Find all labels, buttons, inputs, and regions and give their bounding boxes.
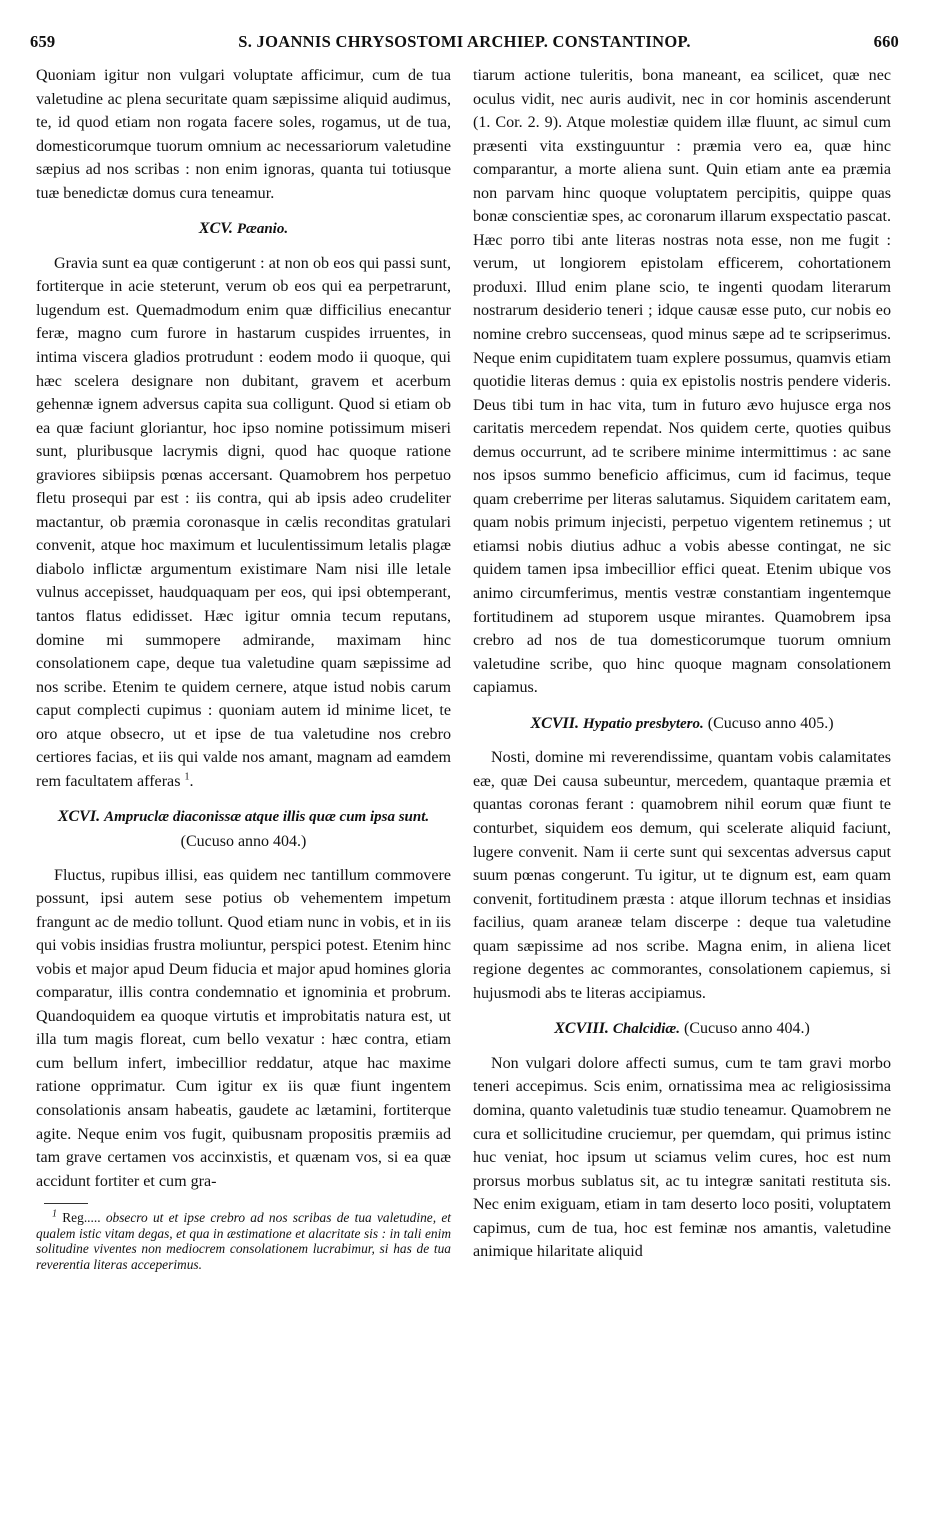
letter-number: XCVIII. <box>554 1020 609 1038</box>
letter-addressee: Chalcidiæ. <box>612 1021 681 1038</box>
footnote-number: 1 <box>52 1208 57 1220</box>
left-column <box>36 64 451 1273</box>
letter-addressee: Ampruclæ diaconissæ atque illis quæ cum ipsa sunt. <box>104 809 430 826</box>
letter-addressee: Pæanio. <box>236 221 289 238</box>
letter-97-body: Nosti, domine mi reverendissime, quantam vobis calamitates eæ, quæ Dei causa subeuntur, mercedem, quantaque præmia et quantas coronas ferant : quamobrem nihil eorum quæ fiunt te conturbet, siquidem eos demum, qui scelerate aliquid faciunt, lugere convenit. Nam ii certe sunt qui sexcentas adversus caput suum pœnas congerunt. Tu igitur, ut te dignum est, eam quam convenit, fortitudinem præsta : atque illorum technas et insidias facilius, quam araneæ telam discerpe : deque tua valetudine quam sæpissime ad nos scribe. Magna enim, in aliena licet regione degentes ac commorantes, consolationem capiemus, si hujusmodi abs te literas accipiamus. <box>473 749 891 1002</box>
letter-96-continued: tiarum actione tuleritis, bona maneant, ea scilicet, quæ nec oculus vidit, nec auris audivit, nec in cor hominis ascenderunt (1. Cor. 2. 9). Atque molestiæ quidem illæ fluunt, ac simul cum præsenti vita exstinguuntur : præmia vero ea, quæ hinc comparantur, a morte aliena sunt. Quin etiam ante ea præmia non parvam hinc quoque voluptatem percipitis, quippe quas bonæ conscientiæ spes, ac coronarum illarum exspectatio pascat. Hæc porro tibi ante literas nostras nota esse, non me fugit : verum, ut longiorem epistolam efficerem, cohortationem produxi. Illud enim plane scio, te ingenti quodam literarum nostrarum desiderio teneri ; idque causæ esse puto, cur nobis eo nomine crebro succenseas, quod minus sæpe ad te scripserimus. Neque enim cupiditatem tuam explere possumus, quamvis etiam quotidie literas demus : quia ex epistolis nostris pendere videris. Deus tibi tum in hac vita, tum in futuro ævo hujusce erga nos caritatis mercedem rependat. Nos quidem certe, quoties quibus demus occurrunt, ad te scribere minime intermittimus : ac sane nos ipsos summo beneficio afficimus, cum id facimus, teque quam creberrime per literas salutamus. Siquidem caritatem eam, quam nobis primum injecisti, perpetuo vigentem retinemus ; ut etiamsi nobis diutius adhuc a vobis abesse contingat, ne sic quidem tamen ipsa imbecillior effici queat. Etenim ubique vos animo circumferimus, mentis vestræ constantiam ingentemque fortitudinem ad stuporem usque mirantes. Quamobrem ipsa crebro ad nos de tua domesticorumque tuorum omnium valetudine scribe, quo hinc quoque magnam consolationem capiamus. <box>473 67 891 697</box>
letter-95-body: Gravia sunt ea quæ contigerunt : at non ob eos qui passi sunt, fortiterque in acie steterunt, verum ob eos qui ea perpetrarunt, lugendum est. Quemadmodum enim quæ difficilius enecantur feræ, magno cum furore in hastarum cuspides irruentes, in intima viscera gladios protrudunt : eodem modo ii quoque, qui hæc scelera designare non dubitant, gravem et acerbum gehennæ ignem adversus capita sua colligunt. Quod si etiam ob ea quæ faciunt gloriantur, hoc ipso nomine potissimum miseri sunt, pluribusque lacrymis digni, quod hac quoque ratione graviores sibiipsis pœnas accersant. Quamobrem hos perpetuo fletu prosequi par est : iis contra, qui ab ipsis adeo crudeliter mactantur, ob præmia coronasque in cælis reconditas gratulari convenit, atque hoc maximum et luculentissimum letalis plagæ diabolo inflictæ argumentum existimare Nam nisi ille letale vulnus accepisset, haudquaquam per eos, qui ipsi obtemperant, tantos flatus edidisset. Hæc igitur omnia tecum reputans, domine mi summopere admirande, maximam hinc consolationem cape, deque tua valetudine quam sæpissime ad nos scribe. Etenim te quidem cernere, atque istud nobis carum caput complecti cupimus : quoniam autem id minime licet, te oro atque obsecro, ut et ipse de tua valetudine nos crebro certiores facias, et iis qui valde nos amant, magnam ad eamdem rem facultatem afferas $^1$. <box>36 254 451 790</box>
letter-heading-96 <box>36 805 451 853</box>
page-number-left: 659 <box>30 32 56 51</box>
footnote <box>36 1210 451 1272</box>
letter-date: (Cucuso anno 404.) <box>684 1020 810 1038</box>
letter-heading-97 <box>473 712 891 737</box>
footnote-marker: 1 <box>184 771 190 783</box>
footnote-divider <box>44 1203 88 1204</box>
paragraph-continued: Quoniam igitur non vulgari voluptate afficimur, cum de tua valetudine ac plena securitate quam sæpissime aliquid audimus, te, id quod etiam non rogata facere soles, rogamus, ut de tua, domesticorumque tuorum omnium ac necessariorum valetudine sæpius ad nos scribas : non enim ignoras, quanta tui totiusque tuæ benedictæ domus cura teneamur. <box>36 67 451 202</box>
footnote-reference: Reg..... <box>62 1210 101 1226</box>
footnote-text: obsecro ut et ipse crebro ad nos scribas de tua valetudine, et qualem istic vitam degas, et qua in æstimatione et alacritate sis : in tali enim solitudine viventes non mediocrem consolationem lucrabimur, si has de tua reverentia literas acceperimus. <box>36 1210 451 1272</box>
letter-addressee: Hypatio presbytero. <box>582 715 704 732</box>
letter-number: XCV. <box>198 220 233 238</box>
page-number-right: 660 <box>873 32 899 51</box>
letter-date: (Cucuso anno 405.) <box>707 714 834 732</box>
letter-heading-95 <box>36 217 451 242</box>
letter-95-text: Gravia sunt ea quæ contigerunt : at non ob eos qui passi sunt, fortiterque in acie steterunt, verum ob eos qui ea perpetrarunt, lugendum est. Quemadmodum enim quæ difficilius enecantur feræ, magno cum furore in hastarum cuspides irruentes, in intima viscera gladios protrudunt : eodem modo ii quoque, qui hæc scelera designare non dubitant, gravem et acerbum gehennæ ignem adversus capita sua colligunt. Quod si etiam ob ea quæ faciunt gloriantur, hoc ipso nomine potissimum miseri sunt, pluribusque lacrymis digni, quod hac quoque ratione graviores sibiipsis pœnas accersant. Quamobrem hos perpetuo fletu prosequi par est : iis contra, qui ab ipsis adeo crudeliter mactantur, ob præmia coronasque in cælis reconditas gratulari convenit, atque hoc maximum et luculentissimum letalis plagæ diabolo inflictæ argumentum existimare Nam nisi ille letale vulnus accepisset, haudquaquam per eos, qui ipsi obtemperant, tantos flatus edidisset. Hæc igitur omnia tecum reputans, domine mi summopere admirande, maximam hinc consolationem cape, deque tua valetudine quam sæpissime ad nos scribe. Etenim te quidem cernere, atque istud nobis carum caput complecti cupimus : quoniam autem id minime licet, te oro atque obsecro, ut et ipse de tua valetudine nos crebro certiores facias, et iis qui valde nos amant, magnam ad eamdem rem facultatem afferas <box>36 254 451 790</box>
letter-96-body: Fluctus, rupibus illisi, eas quidem nec tantillum commovere possunt, ipsi autem sese potius ob vehementem impetum frangunt ac de medio tollunt. Quod etiam nunc in vobis, et in iis qui vobis insidias frustra moliuntur, perspici potest. Etenim hinc vobis et major apud Deum fiducia et major apud homines gloria comparatur, illis contra condemnatio et ignominia et probrum. Quandoquidem ea quoque virtutis et improbitatis natura est, ut illa tum magis floreat, cum bello vexatur : hæc contra, etiam cum bellum infert, imbecillior reddatur, atque hac maxime ratione opprimatur. Cum igitur ex iis quæ fiunt ingentem consolationis ansam habeatis, gaudete ac lætamini, fortiterque agite. Neque enim vos fugit, quibusnam propositis præmiis ad tam grave certamen vos accinxistis, et quænam vos, si ea quæ accidunt fortiter et cum gra- <box>36 866 451 1190</box>
right-column <box>473 64 891 1264</box>
letter-date: (Cucuso anno 404.) <box>180 832 307 850</box>
letter-98-body: Non vulgari dolore affecti sumus, cum te tam gravi morbo teneri accepimus. Scis enim, ornatissima mea ac religiosissima domina, quanto valetudinis tuæ studio teneamur. Quamobrem ne cura et sollicitudine cruciemur, per quemdam, qui primus istinc huc veniat, hoc ipsum ut sciamus velim cures, hoc est num prorsus morbus sublatus sit, ac tu integræ sanitati restituta sis. Nec enim exiguam, etiam in tam deserto loco positi, voluptatem capimus, cum de tua, hoc est feminæ nos amantis, valetudine animique hilaritate aliquid <box>473 1054 891 1261</box>
running-title: S. JOANNIS CHRYSOSTOMI ARCHIEP. CONSTANTINOP. <box>238 32 691 51</box>
letter-heading-98 <box>473 1017 891 1042</box>
letter-number: XCVII. <box>530 714 579 732</box>
letter-number: XCVI. <box>57 808 101 826</box>
running-header <box>30 32 899 58</box>
